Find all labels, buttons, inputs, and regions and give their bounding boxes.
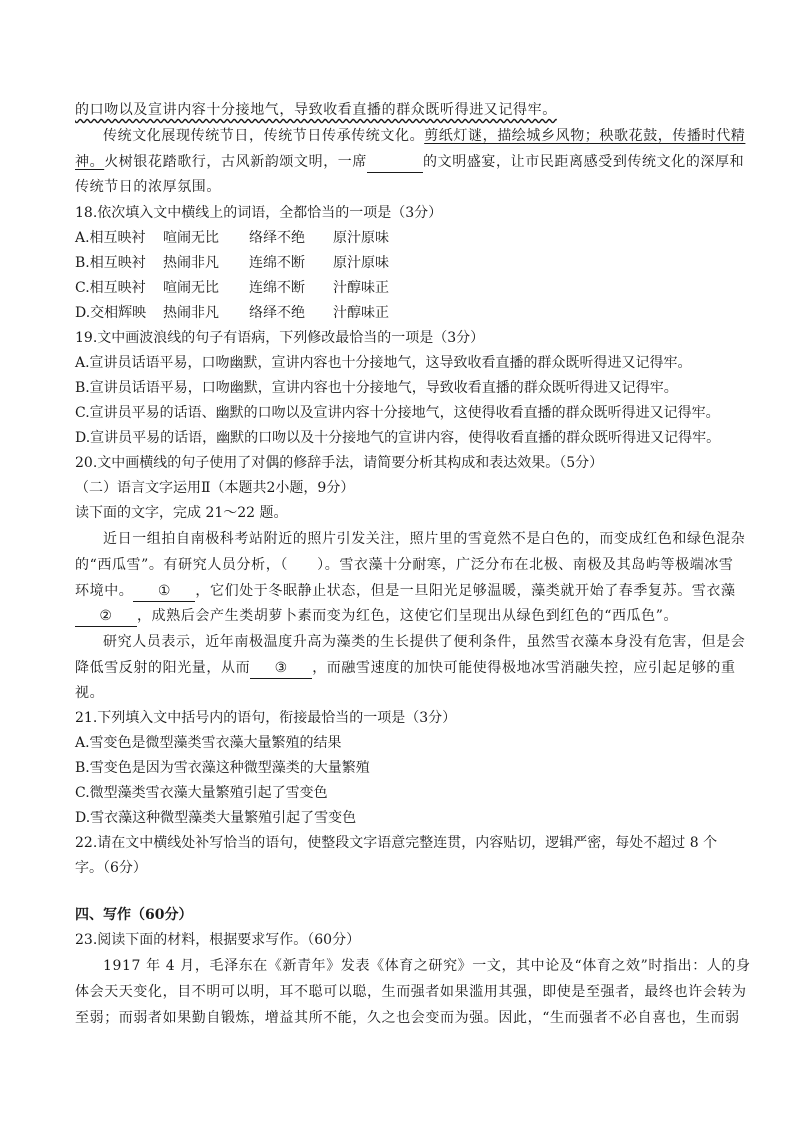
material-line: 至弱；而弱者如果勤自锻炼，增益其所不能，久之也会变而为强。因此，“生而强者不必自喜也，生而弱 <box>75 1010 740 1026</box>
passage-line: 神。火树银花踏歌行，古风新韵颂文明，一席 的文明盛宴，让市民距离感受到传统文化的深厚和 <box>75 152 735 173</box>
question-19-option-b: B.宣讲员话语平易，口吻幽默，宣讲内容也十分接地气，导致收看直播的群众既听得进又记得牢。 <box>75 380 678 396</box>
blank-3: ③ <box>250 658 312 679</box>
passage-line: 传统节日的浓厚氛围。 <box>75 179 221 195</box>
underlined-couplet-end: 神。 <box>75 154 105 170</box>
question-19-stem: 19.文中画波浪线的句子有语病，下列修改最恰当的一项是（3分） <box>75 330 485 346</box>
question-22-stem: 22.请在文中横线处补写恰当的语句，使整段文字语意完整连贯，内容贴切，逻辑严密，每处不超过 8 个 <box>75 835 718 851</box>
passage-line: 视。 <box>75 685 105 701</box>
question-22-stem-cont: 字。（6分） <box>75 860 147 876</box>
question-21-option-d: D.雪衣藻这种微型藻类大量繁殖引起了雪变色 <box>75 810 357 826</box>
question-21-option-c: C.微型藻类雪衣藻大量繁殖引起了雪变色 <box>75 785 328 801</box>
question-19-option-a: A.宣讲员话语平易，口吻幽默，宣讲内容也十分接地气，这导致收看直播的群众既听得进又记得牢。 <box>75 355 692 371</box>
passage-line: 环境中。 ① ，它们处于冬眠静止状态，但是一旦阳光足够温暖，藻类就开始了春季复苏。雪衣藻 <box>75 581 735 602</box>
question-18-option-a: A.相互映衬 喧闹无比 络绎不绝 原汁原味 <box>75 230 389 246</box>
section-instruction: 读下面的文字，完成 21～22 题。 <box>75 505 288 521</box>
writing-section-heading: 四、写作（60分） <box>75 907 193 923</box>
question-21-option-b: B.雪变色是因为雪衣藻这种微型藻类的大量繁殖 <box>75 760 370 776</box>
question-21-option-a: A.雪变色是微型藻类雪衣藻大量繁殖的结果 <box>75 735 342 751</box>
question-18-stem: 18.依次填入文中横线上的词语，全都恰当的一项是（3分） <box>75 205 443 221</box>
passage-paragraph: 传统文化展现传统节日，传统节日传承传统文化。剪纸灯谜，描绘城乡风物；秧歌花鼓，传播时代精 <box>103 128 746 144</box>
question-18-option-d: D.交相辉映 热闹非凡 络绎不绝 汁醇味正 <box>75 305 389 321</box>
question-23-stem: 23.阅读下面的材料，根据要求写作。（60分） <box>75 932 361 948</box>
passage-line: 的“西瓜雪”。有研究人员分析，（ ）。雪衣藻十分耐寒，广泛分布在北极、南极及其岛屿等极端冰雪 <box>75 557 734 573</box>
wavy-underlined-sentence: 的口吻以及宣讲内容十分接地气，导致收看直播的群众既听得进又记得牢。 <box>75 102 557 118</box>
fill-blank <box>367 152 423 173</box>
question-19-option-d: D.宣讲员平易的话语，幽默的口吻以及十分接地气的宣讲内容，使得收看直播的群众既听得进又记得牢。 <box>75 430 721 446</box>
blank-1: ① <box>133 581 195 602</box>
section-heading: （二）语言文字运用Ⅱ（本题共2小题，9分） <box>75 480 355 496</box>
question-21-stem: 21.下列填入文中括号内的语句，衔接最恰当的一项是（3分） <box>75 710 457 726</box>
question-19-option-c: C.宣讲员平易的话语、幽默的口吻以及宣讲内容十分接地气，这使得收看直播的群众既听得进又记得牢。 <box>75 405 720 421</box>
material-line: 1917 年 4 月，毛泽东在《新青年》发表《体育之研究》一文，其中论及“体育之效”时指出：人的身 <box>103 958 751 974</box>
blank-2: ② <box>75 606 137 627</box>
question-20-stem: 20.文中画横线的句子使用了对偶的修辞手法，请简要分析其构成和表达效果。（5分） <box>75 455 604 471</box>
question-18-option-b: B.相互映衬 热闹非凡 连绵不断 原汁原味 <box>75 255 389 271</box>
passage-line: 近日一组拍自南极科考站附近的照片引发关注，照片里的雪竟然不是白色的，而变成红色和绿色混杂 <box>103 531 746 547</box>
material-line: 体会天天变化，目不明可以明，耳不聪可以聪，生而强者如果滥用其强，即使是至强者，最终也许会转为 <box>75 984 747 1000</box>
question-18-option-c: C.相互映衬 喧闹无比 连绵不断 汁醇味正 <box>75 280 389 296</box>
passage-line: 研究人员表示，近年南极温度升高为藻类的生长提供了便利条件，虽然雪衣藻本身没有危害，但是会 <box>103 634 746 650</box>
passage-line: 降低雪反射的阳光量，从而 ③ ，而融雪速度的加快可能使得极地冰雪消融失控，应引起足够的重 <box>75 658 735 679</box>
underlined-couplet: 剪纸灯谜，描绘城乡风物；秧歌花鼓，传播时代精 <box>424 128 746 144</box>
passage-line: ② ，成熟后会产生类胡萝卜素而变为红色，这使它们呈现出从绿色到红色的“西瓜色”。 <box>75 606 735 627</box>
